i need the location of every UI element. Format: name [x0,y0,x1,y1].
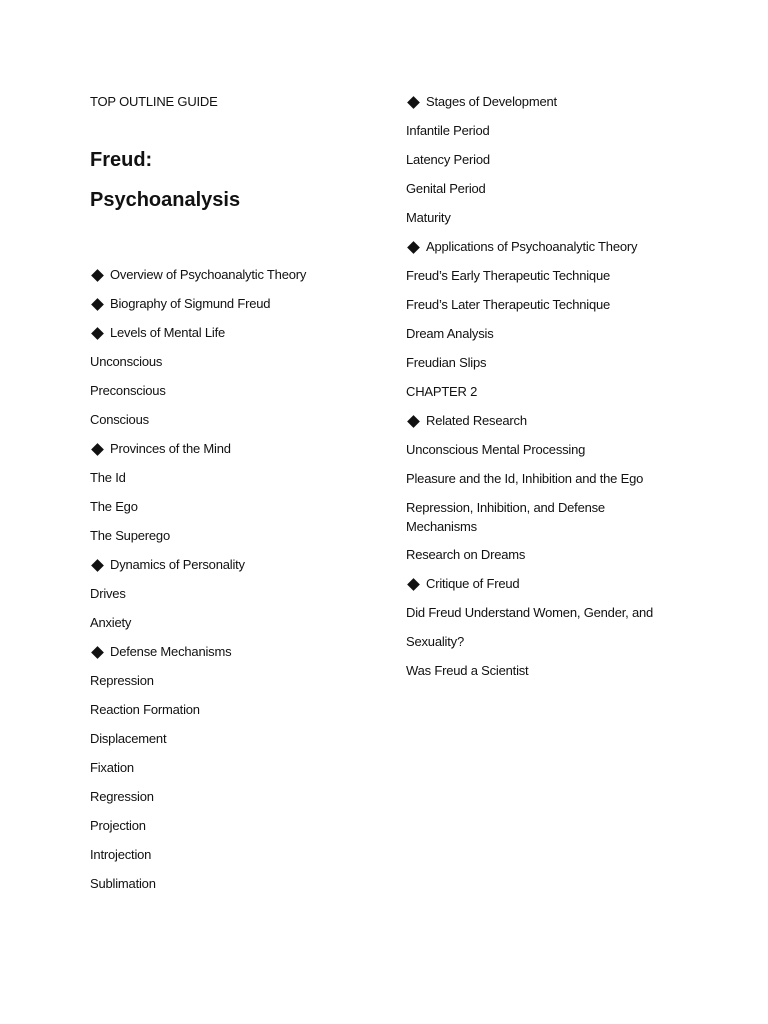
outline-item [90,816,380,836]
outline-item-text: Conscious [90,412,149,427]
outline-item-text: Applications of Psychoanalytic Theory [426,239,638,254]
outline-item-text: Unconscious [90,354,163,369]
outline-item-text: Defense Mechanisms [110,644,232,659]
outline-item [406,469,668,489]
outline-item-text: Anxiety [90,615,132,630]
outline-item-text: Provinces of the Mind [110,441,231,456]
outline-item [406,295,668,315]
diamond-bullet-icon [91,443,104,456]
diamond-bullet-icon [407,241,420,254]
outline-item [90,845,380,865]
outline-item-text: Freudian Slips [406,355,487,370]
outline-item-text: Latency Period [406,152,490,167]
outline-item-text: Related Research [426,413,527,428]
left-outline-list [90,265,380,894]
outline-item-text: Projection [90,818,146,833]
outline-section-heading [406,237,668,257]
outline-item-text: Pleasure and the Id, Inhibition and the Ego [406,471,644,486]
outline-item-text: Dream Analysis [406,326,494,341]
right-column [406,92,668,690]
outline-item-text: The Id [90,470,126,485]
document-title [90,140,380,220]
outline-item-text: Did Freud Understand Women, Gender, and [406,605,654,620]
title-line-1: Freud: [90,149,153,171]
outline-item [90,729,380,749]
outline-item-text: The Ego [90,499,138,514]
outline-section-heading [406,574,668,594]
outline-item [406,266,668,286]
outline-item-text: Repression, Inhibition, and Defense Mechanisms [406,500,605,534]
outline-item [406,150,668,170]
outline-item-text: Stages of Development [426,94,557,109]
outline-section-heading [90,439,380,459]
outline-item [90,700,380,720]
diamond-bullet-icon [91,559,104,572]
outline-section-heading [90,265,380,285]
outline-item-text: Dynamics of Personality [110,557,245,572]
outline-item-text: Maturity [406,210,451,225]
outline-item-text: Freud’s Early Therapeutic Technique [406,268,611,283]
outline-item [90,497,380,517]
diamond-bullet-icon [407,96,420,109]
outline-item [406,353,668,373]
outline-item [406,208,668,228]
title-line-2: Psychoanalysis [90,189,241,211]
left-column [90,92,380,903]
outline-section-heading [406,411,668,431]
outline-item-text: CHAPTER 2 [406,384,478,399]
outline-item-text: Displacement [90,731,167,746]
outline-item-text: Fixation [90,760,134,775]
outline-item [406,179,668,199]
outline-item [90,758,380,778]
outline-item-text: Sublimation [90,876,156,891]
outline-item-text: Unconscious Mental Processing [406,442,586,457]
outline-section-heading [90,642,380,662]
outline-item-text: Infantile Period [406,123,490,138]
outline-item [90,468,380,488]
outline-item-text: Repression [90,673,154,688]
outline-item [90,381,380,401]
outline-item [90,671,380,691]
outline-item-text: Reaction Formation [90,702,200,717]
outline-item [406,603,668,623]
outline-section-heading [90,555,380,575]
outline-item [90,874,380,894]
outline-item-text: Sexuality? [406,634,464,649]
outline-item [406,440,668,460]
outline-item [90,410,380,430]
outline-item-text: Overview of Psychoanalytic Theory [110,267,307,282]
outline-item [406,545,668,565]
outline-section-heading [406,92,668,112]
outline-item-text: Genital Period [406,181,486,196]
diamond-bullet-icon [407,415,420,428]
diamond-bullet-icon [91,327,104,340]
outline-item [406,324,668,344]
outline-item [90,352,380,372]
diamond-bullet-icon [91,298,104,311]
outline-item-text: Was Freud a Scientist [406,663,529,678]
outline-item [90,584,380,604]
outline-item-text: Critique of Freud [426,576,520,591]
right-outline-list [406,92,668,681]
outline-item-text: Drives [90,586,126,601]
outline-item-text: Research on Dreams [406,547,526,562]
outline-section-heading [90,323,380,343]
outline-item [90,526,380,546]
outline-item [90,787,380,807]
diamond-bullet-icon [407,578,420,591]
outline-item-text: Preconscious [90,383,166,398]
outline-item-text: Levels of Mental Life [110,325,226,340]
outline-item [406,498,668,536]
outline-item-text: The Superego [90,528,170,543]
outline-item-text: Introjection [90,847,152,862]
guide-label: TOP OUTLINE GUIDE [90,94,218,109]
outline-item [90,613,380,633]
outline-item-text: Regression [90,789,154,804]
diamond-bullet-icon [91,269,104,282]
outline-item [406,382,668,402]
outline-item [406,632,668,652]
outline-item [406,661,668,681]
outline-section-heading [90,294,380,314]
outline-item-text: Biography of Sigmund Freud [110,296,271,311]
diamond-bullet-icon [91,646,104,659]
outline-item [406,121,668,141]
outline-item-text: Freud’s Later Therapeutic Technique [406,297,611,312]
